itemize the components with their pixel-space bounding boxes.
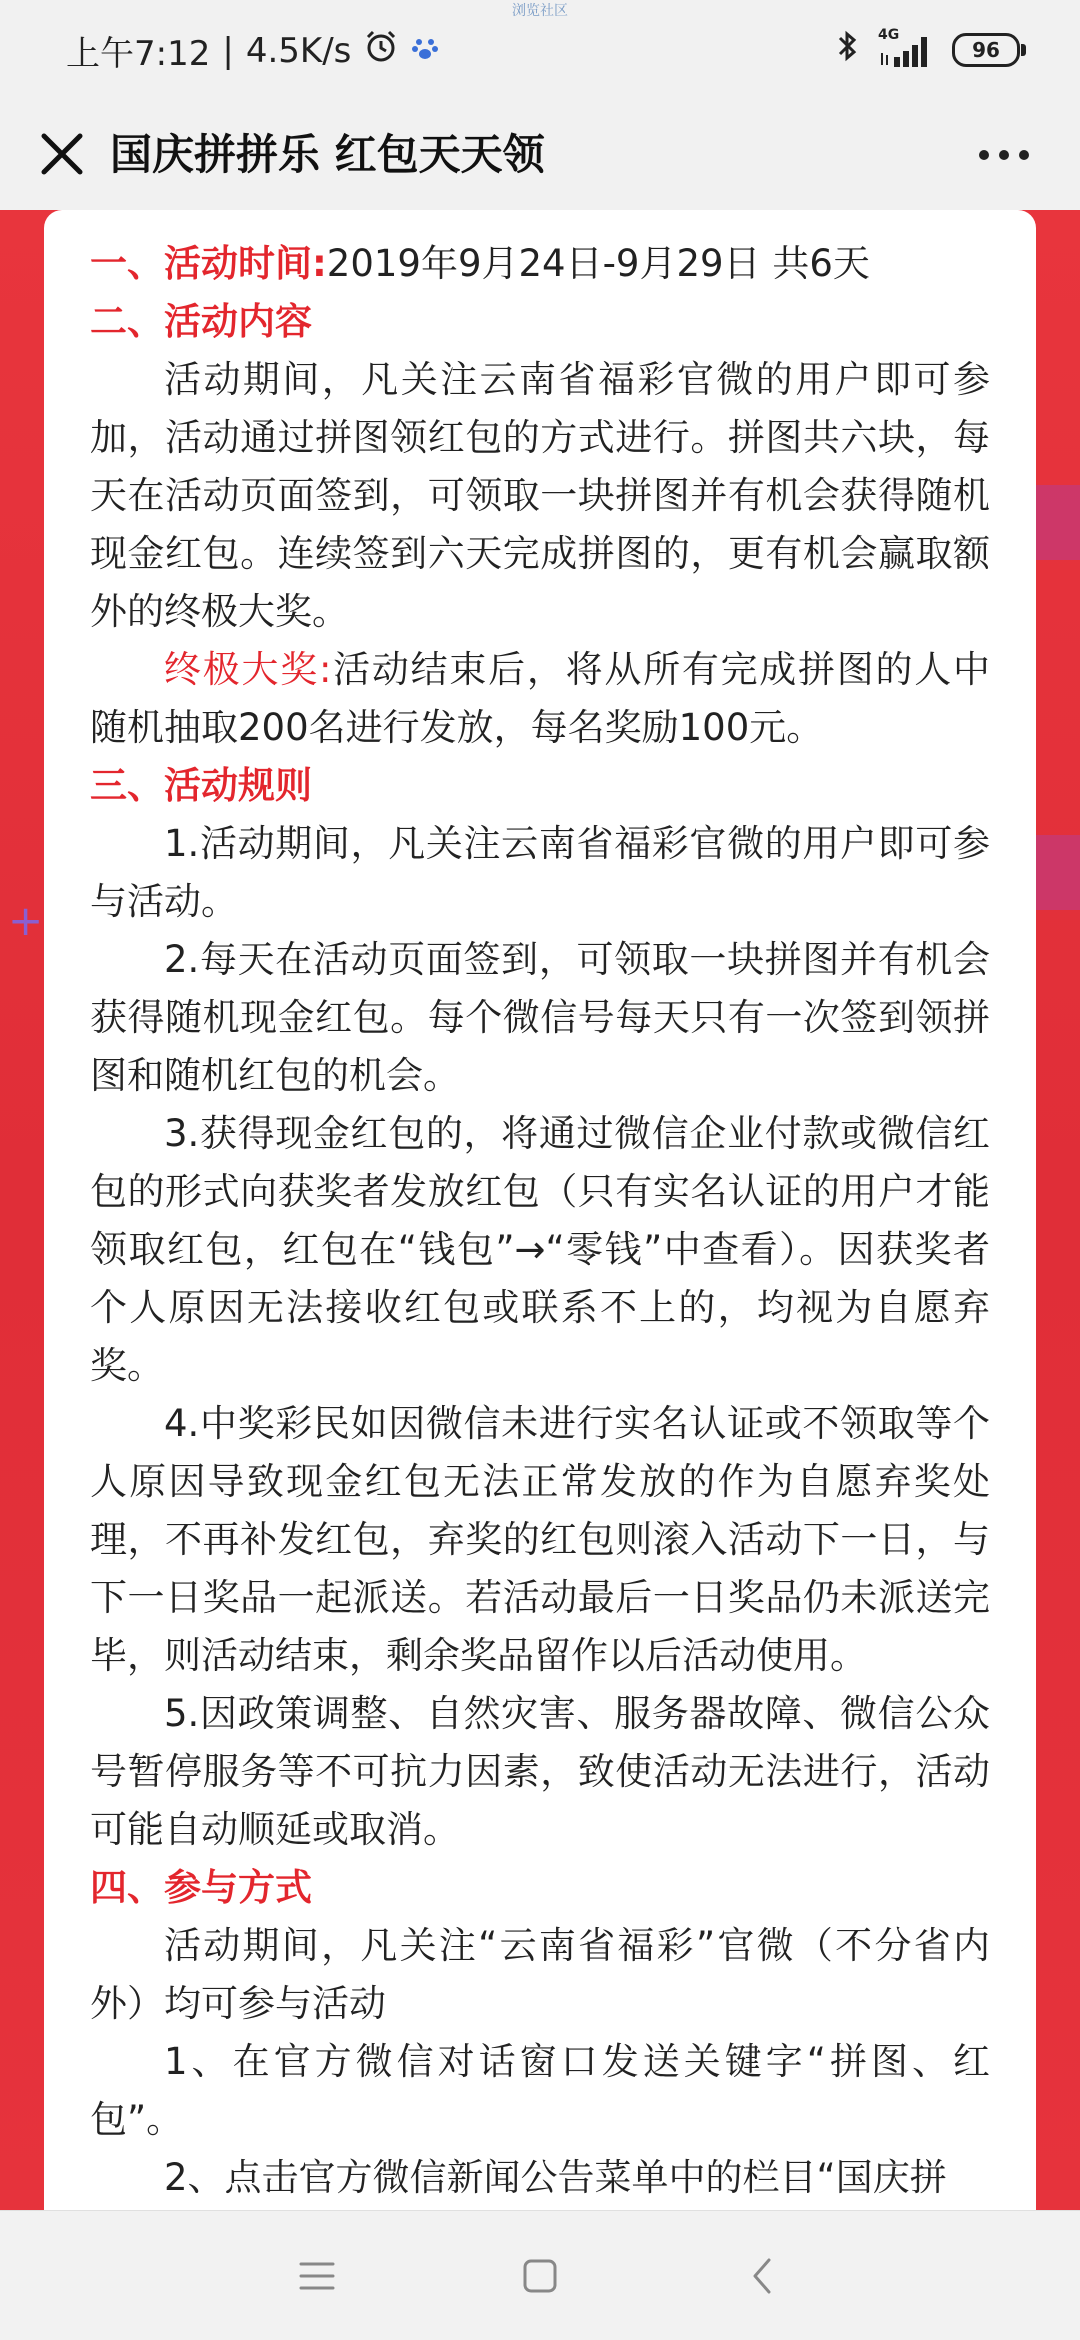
- status-bar: [0, 0, 1080, 100]
- status-right: [836, 28, 1020, 71]
- decorative-stripe: [1035, 485, 1080, 560]
- menu-icon: [287, 2246, 347, 2306]
- more-options-button[interactable]: [968, 122, 1040, 188]
- rule-item: 2.每天在活动页面签到，可领取一块拼图并有机会获得随机现金红包。每个微信号每天只有一次签到领拼图和随机红包的机会。: [90, 938, 990, 1097]
- rule-item: 3.获得现金红包的，将通过微信企业付款或微信红包的形式向获奖者发放红包（只有实名认证的用户才能领取红包，红包在“钱包”→“零钱”中查看）。因获奖者个人原因无法接收红包或联系不上的，均视为自愿弃奖。: [90, 1112, 990, 1387]
- section1-heading: 一、活动时间:: [90, 242, 327, 285]
- more-dots-icon: [968, 122, 1040, 188]
- step-item: 1、在官方微信对话窗口发送关键字“拼图、红包”。: [90, 2040, 990, 2141]
- section1: [90, 235, 990, 293]
- baidu-paw-icon: [411, 31, 439, 71]
- status-time: 上午7:12: [66, 34, 211, 74]
- section2-heading: 二、活动内容: [90, 300, 312, 343]
- close-button[interactable]: [30, 122, 96, 188]
- home-button[interactable]: [510, 2246, 570, 2306]
- status-divider: |: [222, 30, 234, 71]
- bluetooth-icon: [836, 28, 860, 71]
- status-watermark: 浏览社区: [512, 3, 568, 19]
- section4-heading: 四、参与方式: [90, 1866, 312, 1909]
- close-icon: [30, 122, 96, 188]
- title-bar: [0, 100, 1080, 210]
- section2-paragraph: 活动期间，凡关注云南省福彩官微的用户即可参加，活动通过拼图领红包的方式进行。拼图共六块，每天在活动页面签到，可领取一块拼图并有机会获得随机现金红包。连续签到六天完成拼图的，更有机会赢取额外的终极大奖。: [90, 358, 990, 633]
- home-square-icon: [510, 2246, 570, 2306]
- status-speed: 4.5K/s: [245, 30, 352, 71]
- section1-text: 2019年9月24日-9月29日 共6天: [326, 242, 870, 285]
- grand-prize-text: 活动结束后，将从所有完成拼图的人中随机抽取200名进行发放，每名奖励100元。: [90, 648, 991, 749]
- decorative-stripe: [1035, 835, 1080, 910]
- battery-icon: 96: [952, 33, 1020, 67]
- rule-item: 4.中奖彩民如因微信未进行实名认证或不领取等个人原因导致现金红包无法正常发放的作为自愿弃奖处理，不再补发红包，弃奖的红包则滚入活动下一日，与下一日奖品一起派送。若活动最后一日奖品仍未派送完毕，则活动结束，剩余奖品留作以后活动使用。: [90, 1402, 990, 1677]
- alarm-icon: [363, 28, 399, 73]
- grand-prize-paragraph: [90, 641, 990, 757]
- back-button[interactable]: [733, 2246, 793, 2306]
- section3-heading: 三、活动规则: [90, 764, 312, 807]
- rule-item: 5.因政策调整、自然灾害、服务器故障、微信公众号暂停服务等不可抗力因素，致使活动无法进行，活动可能自动顺延或取消。: [90, 1692, 990, 1851]
- rule-item: 1.活动期间，凡关注云南省福彩官微的用户即可参与活动。: [90, 822, 990, 923]
- section4-paragraph: 活动期间，凡关注“云南省福彩”官微（不分省内外）均可参与活动: [90, 1924, 990, 2025]
- plus-icon: +: [8, 896, 44, 945]
- step-item: 2、点击官方微信新闻公告菜单中的栏目“国庆拼: [164, 2156, 947, 2199]
- grand-prize-label: 终极大奖:: [164, 648, 332, 691]
- article-card[interactable]: [44, 210, 1036, 2210]
- menu-button[interactable]: [287, 2246, 347, 2306]
- signal-icon: [878, 26, 934, 67]
- network-type: 4G: [878, 26, 900, 43]
- status-left: [66, 26, 439, 75]
- back-chevron-icon: [733, 2246, 793, 2306]
- page-title: 国庆拼拼乐 红包天天领: [110, 130, 545, 179]
- system-nav-bar: [0, 2210, 1080, 2340]
- article-content: [90, 235, 990, 2207]
